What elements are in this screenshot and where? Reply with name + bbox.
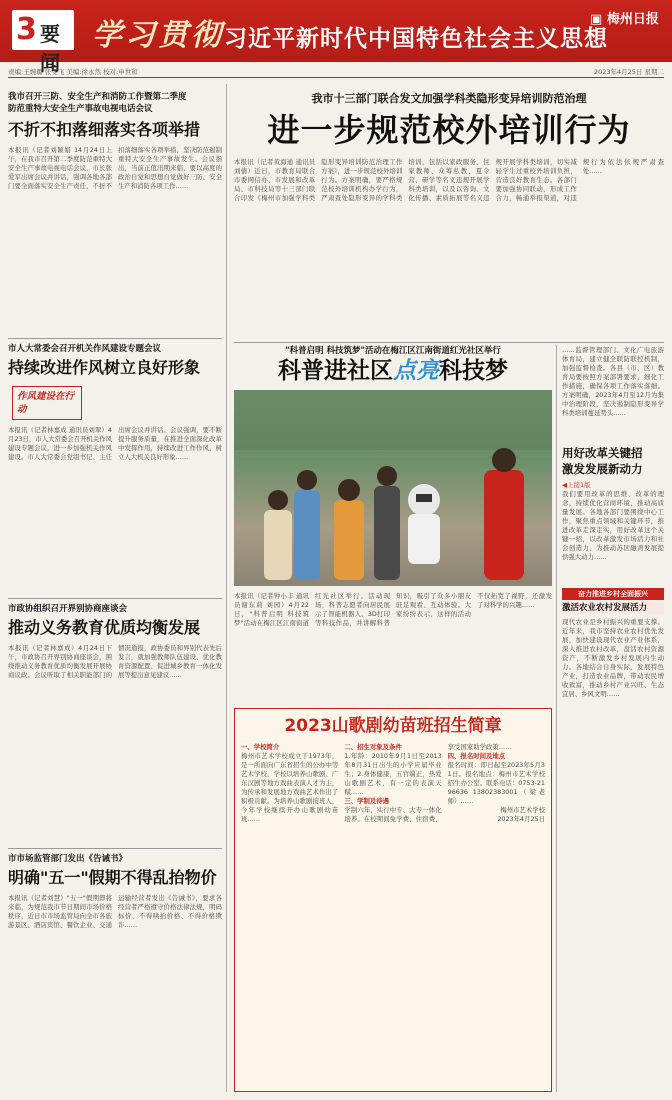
notice-body1: 梅州市艺术学校成立于1973年，是一所面向广东省招生的公办中等艺术学校，学校以培养山歌剧、广东汉剧等地方戏曲表演人才为主，为传承和发展地方戏曲艺术作出了积极贡献。为培养山歌剧接班人，今年学校继续开办山歌剧幼苗班…… bbox=[241, 752, 339, 823]
slogan-script: 学习贯彻 bbox=[92, 18, 224, 53]
notice-body3: 学制六年，实行中专、大专一体化培养。在校期间免学费、住宿费，享受国家助学政策…… bbox=[344, 743, 512, 823]
notice-s2: 二、招生对象及条件 bbox=[344, 743, 402, 751]
notice-s1: 一、学校简介 bbox=[241, 743, 280, 751]
column-divider bbox=[226, 84, 227, 1092]
section-name: 要闻 bbox=[40, 22, 60, 75]
lead-title: 进一步规范校外培训行为 bbox=[267, 111, 631, 149]
staff-credits: 责编:王婉璐 张雯飞 美编:徐永然 校对:申世和 bbox=[8, 68, 138, 76]
issue-date: 2023年4月25日 星期二 bbox=[593, 68, 664, 76]
paper-logo-icon: ▣ bbox=[590, 12, 607, 27]
paper-logo: ▣ 梅州日报 bbox=[590, 12, 659, 27]
page-number: 3 bbox=[16, 12, 37, 47]
r2-title-a: 用好改革关键招 bbox=[562, 446, 643, 460]
a1-head-line2: 防范重特大安全生产事故电视电话会议 bbox=[8, 104, 153, 114]
a2-head: 市人大常委会召开机关作风建设专题会议 bbox=[8, 344, 162, 354]
r2-body: 我们要用改革的思维、改革的理念，持续优化营商环境，推动高质量发展。各地各部门要围绕中心工作，聚焦重点领域和关键环节，推进改革走深走实，用好改革这个关键一招，以改革激发市场活力和社会创造力，为推动苏区融湾发展提供强大动力…… bbox=[562, 490, 664, 561]
lead-body: 本报讯（记者黄海通 通讯员刘倩）近日，市教育局联合市委网信办、市发展和改革局、市科技局等十三部门联合印发《梅州市加强学科类隐形变异培训防范治理工作方案》，进一步规范校外培训行为。方案明确，要严格规范校外培训机构办学行为，严肃查处隐形变异的学科类培训，包括以家政服务、住家教师、众筹私教、夏令营、研学等名义违规开展学科类培训，以及以咨询、文化传播、素质拓展等名义违规开展学科类培训，切实减轻学生过重校外培训负担，营造良好教育生态。各部门要加强协同联动，形成工作合力，畅通举报渠道，对违规行为依法依规严肃查处…… bbox=[234, 158, 664, 202]
lead-kicker: 我市十三部门联合发文加强学科类隐形变异培训防范治理 bbox=[311, 92, 587, 105]
a3-title: 推动义务教育优质均衡发展 bbox=[8, 618, 201, 637]
divider bbox=[234, 342, 664, 343]
page-number-box bbox=[12, 10, 74, 75]
notice-box bbox=[234, 708, 552, 1092]
r3-badge: 奋力推进乡村全面振兴 bbox=[562, 588, 664, 600]
notice-sign-date: 2023年4月25日 bbox=[497, 815, 545, 823]
r1-body: ……监督管理部门、文化广电旅游体育局，建立健全联防联控机制，加强监督检查。各县（市、区）教育局要按照方案部署要求，细化工作措施，确保各项工作落实落细。方案明确，2023年4月至12月为集中治理阶段，坚决遏制隐形变异学科类培训蔓延势头…… bbox=[562, 346, 664, 417]
divider bbox=[8, 338, 222, 339]
info-bar bbox=[8, 66, 664, 78]
a2-title: 持续改进作风树立良好形象 bbox=[8, 358, 201, 377]
notice-signer: 梅州市艺术学校 bbox=[500, 806, 545, 814]
photo-caption: 本报讯（记者钟小丰 通讯员谢东莉 刘园）4月22日，"科普启明 科技筑梦"活动在梅江区江南街道红光社区举行。活动现场，科普志愿者向居民展示了智能机器人、3D打印等科技作品，并讲解科普知识，吸引了众多小朋友驻足观看、互动体验。大家纷纷表示，这样的活动不仅拓宽了视野，还激发了对科学的兴趣…… bbox=[234, 592, 552, 627]
slogan-main: 习近平新时代中国特色社会主义思想 bbox=[224, 26, 608, 52]
a1-head-line1: 我市召开三防、安全生产和消防工作暨第二季度 bbox=[8, 92, 187, 102]
photo-title-b: 科技梦 bbox=[439, 358, 508, 384]
divider bbox=[8, 598, 222, 599]
notice-s3: 三、学制及待遇 bbox=[344, 797, 390, 805]
notice-s4: 四、报名时间及地点 bbox=[447, 752, 506, 760]
a2-body: 本报讯（记者林嘉成 通讯员刘翠）4月23日，市人大常委会召开机关作风建设专题会议，进一步加强机关作风建设。市人大常委会党组书记、主任出席会议并讲话。会议强调，要不断提升服务质量，在推进全面深化改革中发挥作用，持续改进工作作风，树立人大机关良好形象…… bbox=[8, 426, 222, 461]
photo-title bbox=[234, 356, 552, 386]
a3-head: 市政协组织召开界别协商座谈会 bbox=[8, 604, 128, 614]
r3-body: 现代农业是乡村振兴的重要支撑。近年来，我市坚持农业农村优先发展，加快建设现代农业产业体系，深入推进农村改革，盘活农村资源资产，不断激发乡村发展内生动力。各地结合自身实际，发展特色产业，打造农业品牌，带动农民增收致富，推动乡村产业兴旺、生态宜居、乡风文明…… bbox=[562, 618, 664, 698]
notice-content bbox=[241, 743, 545, 1087]
r3-title: 激活农业农村发展活力 bbox=[562, 602, 664, 614]
a1-title: 不折不扣落细落实各项举措 bbox=[8, 120, 201, 139]
photo-title-a: 科普进社区 bbox=[278, 358, 393, 384]
divider bbox=[8, 848, 222, 849]
a4-title: 明确"五一"假期不得乱抬物价 bbox=[8, 868, 217, 887]
notice-body4: 报名时间：即日起至2023年5月31日。报名地点：梅州市艺术学校招生办公室。联系电话：0753-2196636 13802383001（梁老师）…… bbox=[447, 761, 545, 805]
r2-sub: ◀上接1版 bbox=[562, 481, 591, 489]
photo-title-highlight: 点亮 bbox=[393, 358, 439, 384]
notice-title: 2023山歌剧幼苗班招生简章 bbox=[284, 716, 502, 736]
notice-body2: 1.年龄：2010年9月1日至2013年8月31日出生的小学应届毕业生；2.身体健康，五官端正，热爱山歌剧艺术，有一定的表演天赋…… bbox=[344, 752, 442, 796]
a3-body: 本报讯（记者林嘉成）4月24日下午，市政协召开界别协商座谈会，围绕推动义务教育优质均衡发展开展协商议政。会议听取了相关职能部门的情况通报，政协委员和界别代表先后发言，就加强教师队伍建设、优化教育资源配置、促进城乡教育一体化发展等提出意见建议…… bbox=[8, 644, 222, 679]
photo-illustration bbox=[234, 390, 552, 586]
a4-body: 本报讯（记者刘慧）"五一"假期即将来临，为规范我市节日期间市场价格秩序，近日市市场监管局向全市各旅游景区、酒店宾馆、餐饮企业、交通运输经营者发出《告诫书》，要求各经营者严格遵守价格法律法规，明码标价，不得哄抬价格、不得价格欺诈…… bbox=[8, 894, 222, 929]
a4-head: 市市场监管部门发出《告诫书》 bbox=[8, 854, 128, 864]
photo-kicker: "科普启明 科技筑梦"活动在梅江区江南街道红光社区举行 bbox=[285, 346, 501, 356]
column-divider bbox=[556, 345, 557, 1092]
r2-title-b: 激发发展新动力 bbox=[562, 462, 643, 476]
photo-robot-event bbox=[234, 390, 552, 586]
a2-badge: 作风建设在行动 bbox=[12, 386, 82, 420]
a1-body: 本报讯（记者刘颖娟 14月24日上午，在我市召开第二季度防范重特大安全生产事故电视电话会议，市长张爱军出席会议并讲话，强调各地各部门要全面落实安全生产责任，不折不扣落细落实各项举措，坚决防范遏制重特大安全生产事故发生。会议指出，当前正值汛期来临，要以高度的政治自觉和思想自觉做好三防、安全生产和消防各项工作…… bbox=[8, 146, 222, 190]
